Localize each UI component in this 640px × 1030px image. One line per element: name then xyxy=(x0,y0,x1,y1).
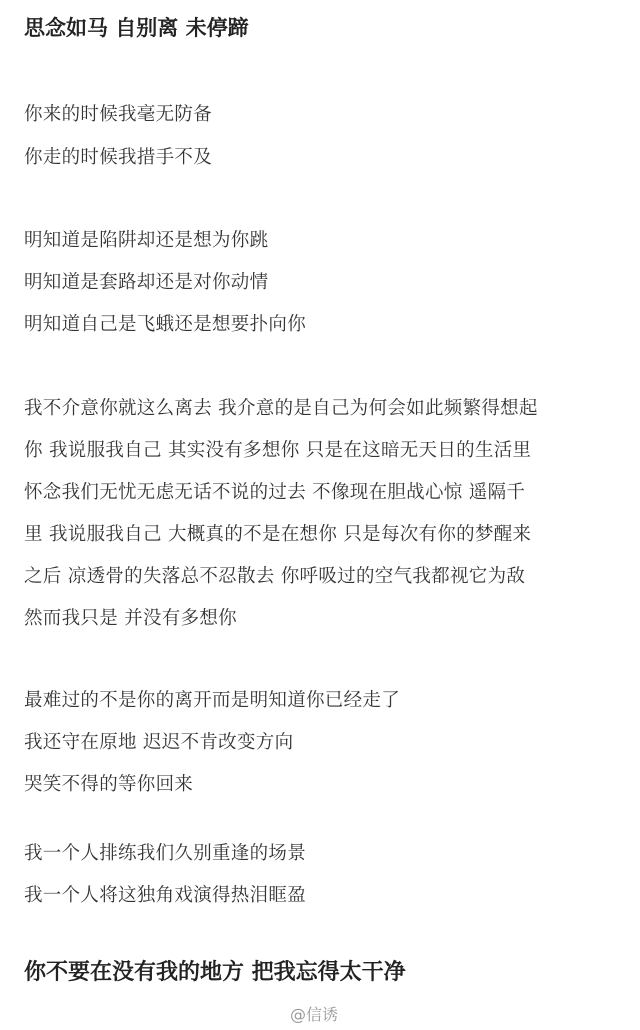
stanza4-line-1: 最难过的不是你的离开而是明知道你已经走了 xyxy=(24,690,401,711)
stanza3-line-2: 你 我说服我自己 其实没有多想你 只是在这暗无天日的生活里 xyxy=(24,440,532,461)
watermark: @信诱 xyxy=(290,1005,339,1024)
stanza1-line-1: 你来的时候我毫无防备 xyxy=(24,104,213,125)
stanza1-line-2: 你走的时候我措手不及 xyxy=(24,147,213,168)
stanza5-line-1: 我一个人排练我们久别重逢的场景 xyxy=(24,843,307,864)
stanza3-line-5: 之后 凉透骨的失落总不忍散去 你呼吸过的空气我都视它为敌 xyxy=(24,566,526,587)
stanza2-line-3: 明知道自己是飞蛾还是想要扑向你 xyxy=(24,314,307,335)
stanza4-line-3: 哭笑不得的等你回来 xyxy=(24,774,194,795)
stanza3-line-4: 里 我说服我自己 大概真的不是在想你 只是每次有你的梦醒来 xyxy=(24,524,532,545)
stanza5-line-2: 我一个人将这独角戏演得热泪眶盈 xyxy=(24,885,307,906)
stanza2-line-2: 明知道是套路却还是对你动情 xyxy=(24,272,269,293)
closing-line: 你不要在没有我的地方 把我忘得太干净 xyxy=(24,960,406,985)
stanza3-line-3: 怀念我们无忧无虑无话不说的过去 不像现在胆战心惊 遥隔千 xyxy=(24,482,526,503)
stanza2-line-1: 明知道是陷阱却还是想为你跳 xyxy=(24,230,269,251)
page-title: 思念如马 自别离 未停蹄 xyxy=(24,16,249,40)
stanza3-line-6: 然而我只是 并没有多想你 xyxy=(24,608,237,629)
stanza4-line-2: 我还守在原地 迟迟不肯改变方向 xyxy=(24,732,294,753)
stanza3-line-1: 我不介意你就这么离去 我介意的是自己为何会如此频繁得想起 xyxy=(24,398,538,419)
